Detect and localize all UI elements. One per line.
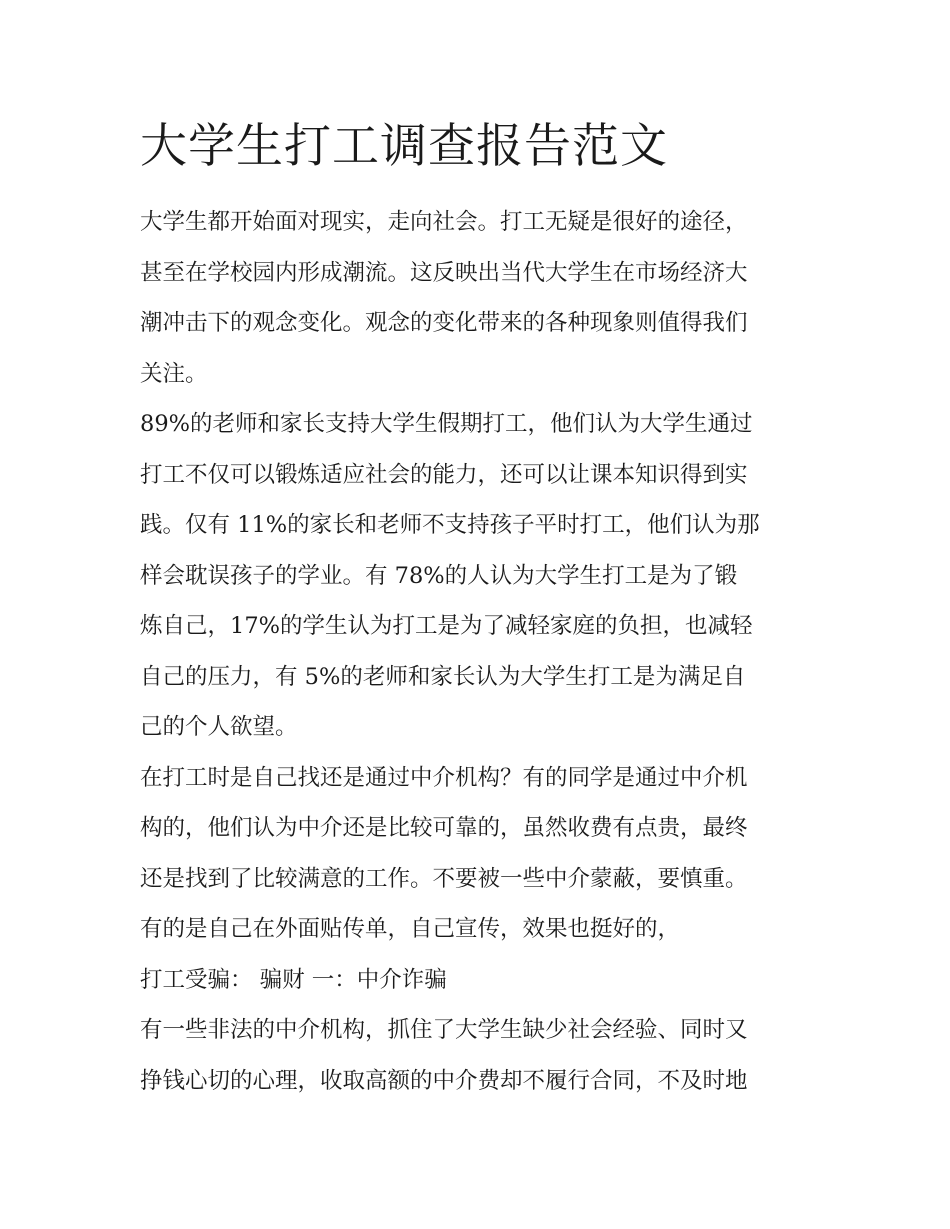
text-line: 还是找到了比较满意的工作。不要被一些中介蒙蔽，要慎重。 (140, 865, 748, 892)
text-line: 有的是自己在外面贴传单，自己宣传，效果也挺好的， (140, 916, 681, 942)
text-line: 样会耽误孩子的学业。有 78%的人认为大学生打工是为了锻 (140, 562, 738, 589)
document-body (140, 197, 811, 1106)
text-line: 在打工时是自己找还是通过中介机构？有的同学是通过中介机 (140, 764, 748, 791)
text-line: 践。仅有 11%的家长和老师不支持孩子平时打工，他们认为那 (140, 512, 760, 538)
text-line: 甚至在学校园内形成潮流。这反映出当代大学生在市场经济大 (140, 259, 748, 286)
text-line: 有一些非法的中介机构，抓住了大学生缺少社会经验、同时又 (140, 1017, 748, 1043)
text-line: 炼自己，17%的学生认为打工是为了减轻家庭的负担，也减轻 (140, 613, 753, 639)
text-line: 大学生都开始面对现实，走向社会。打工无疑是很好的途径， (140, 209, 748, 235)
text-line: 挣钱心切的心理，收取高额的中介费却不履行合同，不及时地 (140, 1067, 748, 1094)
text-line: 构的，他们认为中介还是比较可靠的，虽然收费有点贵，最终 (140, 815, 748, 841)
text-line: 己的个人欲望。 (140, 714, 298, 740)
text-line: 关注。 (140, 360, 208, 387)
text-line: 自己的压力，有 5%的老师和家长认为大学生打工是为满足自 (140, 663, 746, 690)
text-line: 潮冲击下的观念变化。观念的变化带来的各种现象则值得我们 (140, 310, 748, 336)
text-line: 打工不仅可以锻炼适应社会的能力，还可以让课本知识得到实 (140, 461, 748, 488)
document-title: 大学生打工调查报告范文 (140, 119, 668, 174)
text-line: 89%的老师和家长支持大学生假期打工，他们认为大学生通过 (140, 411, 753, 437)
text-line: 打工受骗： 骗财 一：中介诈骗 (140, 966, 447, 993)
